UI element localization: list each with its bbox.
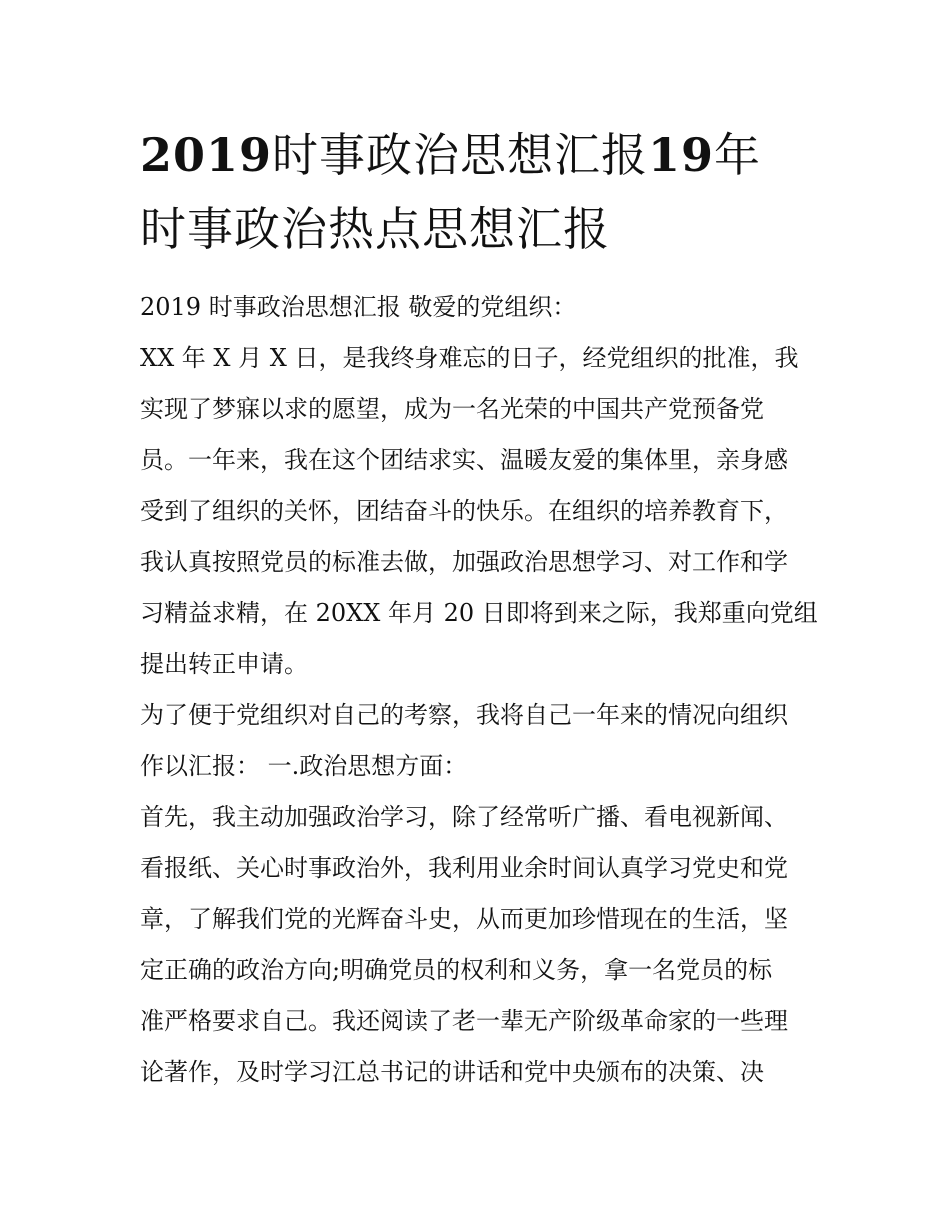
body-line: 习精益求精，在 20XX 年月 20 日即将到来之际，我郑重向党组 [140, 599, 818, 627]
body-line: 论著作，及时学习江总书记的讲话和党中央颁布的决策、决 [140, 1058, 764, 1086]
body-line: XX 年 X 月 X 日，是我终身难忘的日子，经党组织的批准，我 [140, 344, 799, 372]
body-line: 作以汇报： 一.政治思想方面： [140, 752, 468, 780]
title-text-part1: 时事政治思想汇报 [272, 128, 649, 182]
body-line: 首先，我主动加强政治学习，除了经常听广播、看电视新闻、 [140, 803, 788, 831]
body-line: 章，了解我们党的光辉奋斗史，从而更加珍惜现在的生活，坚 [140, 905, 788, 933]
title-text-part2: 年 [714, 128, 762, 182]
body-line: 提出转正申请。 [140, 650, 308, 678]
body-line: 受到了组织的关怀，团结奋斗的快乐。在组织的培养教育下， [140, 497, 788, 525]
body-line: 实现了梦寐以求的愿望，成为一名光荣的中国共产党预备党 [140, 395, 764, 423]
document-title [140, 118, 820, 266]
body-line: 准严格要求自己。我还阅读了老一辈无产阶级革命家的一些理 [140, 1007, 788, 1035]
body-line: 为了便于党组织对自己的考察，我将自己一年来的情况向组织 [140, 701, 788, 729]
title-line-2: 时事政治热点思想汇报 [140, 202, 610, 256]
title-year-short: 19 [648, 128, 715, 182]
body-line: 员。一年来，我在这个团结求实、温暖友爱的集体里，亲身感 [140, 446, 788, 474]
body-line: 看报纸、关心时事政治外，我利用业余时间认真学习党史和党 [140, 854, 788, 882]
body-line: 定正确的政治方向;明确党员的权利和义务，拿一名党员的标 [140, 956, 773, 984]
title-year: 2019 [140, 128, 273, 182]
body-line: 2019 时事政治思想汇报 敬爱的党组织： [140, 293, 577, 321]
document-body [140, 282, 816, 1098]
body-line: 我认真按照党员的标准去做，加强政治思想学习、对工作和学 [140, 548, 788, 576]
